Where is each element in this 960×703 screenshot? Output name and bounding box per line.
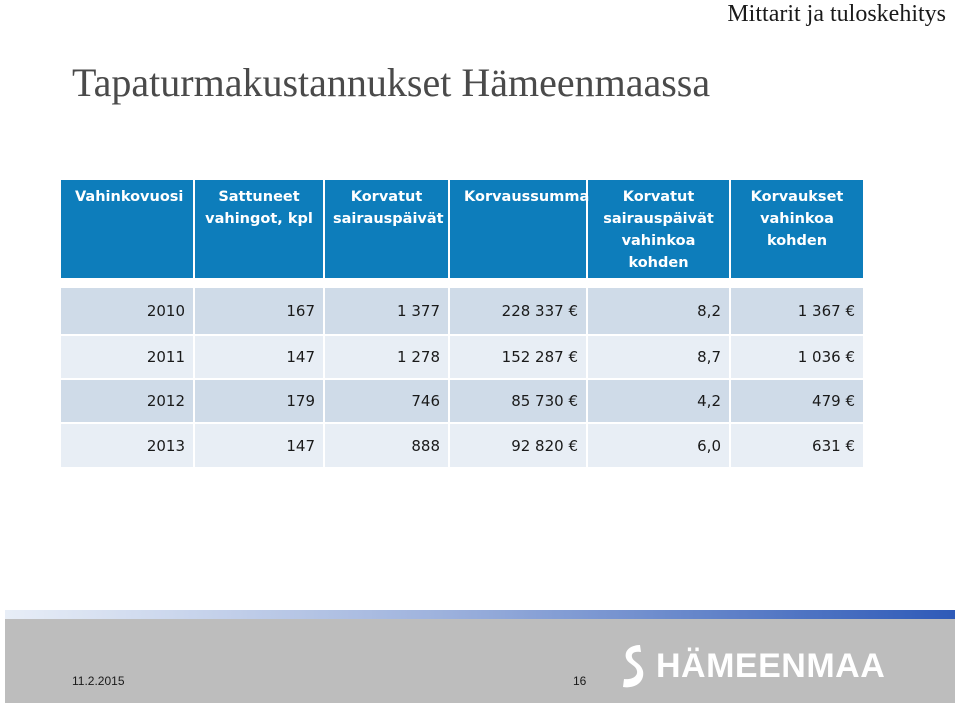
slide-title: Tapaturmakustannukset Hämeenmaassa bbox=[72, 60, 711, 105]
table-row bbox=[61, 423, 863, 467]
column-header-claims: Sattuneet vahingot, kpl bbox=[194, 180, 324, 283]
cell-compensation-sum: 92 820 € bbox=[449, 423, 587, 467]
column-header-compensation-per-claim: Korvaukset vahinkoa kohden bbox=[730, 180, 863, 283]
table-row bbox=[61, 379, 863, 423]
column-header-sick-days: Korvatut sairauspäivät bbox=[324, 180, 449, 283]
table-header-row bbox=[61, 180, 863, 283]
cell-compensation-per-claim: 1 036 € bbox=[730, 335, 863, 379]
section-label: Mittarit ja tuloskehitys bbox=[727, 1, 946, 27]
cell-days-per-claim: 8,2 bbox=[587, 283, 730, 335]
claims-table-container bbox=[61, 180, 863, 467]
cell-compensation-per-claim: 479 € bbox=[730, 379, 863, 423]
cell-claims: 179 bbox=[194, 379, 324, 423]
cell-compensation-per-claim: 631 € bbox=[730, 423, 863, 467]
cell-sick-days: 888 bbox=[324, 423, 449, 467]
cell-sick-days: 1 278 bbox=[324, 335, 449, 379]
cell-year: 2013 bbox=[61, 423, 194, 467]
cell-claims: 147 bbox=[194, 423, 324, 467]
column-header-compensation-sum: Korvaussumma bbox=[449, 180, 587, 283]
brand-logo bbox=[618, 642, 885, 690]
cell-days-per-claim: 4,2 bbox=[587, 379, 730, 423]
footer-gradient-line bbox=[5, 610, 955, 619]
cell-claims: 147 bbox=[194, 335, 324, 379]
brand-mark-icon bbox=[618, 643, 648, 689]
table-row bbox=[61, 283, 863, 335]
column-header-year: Vahinkovuosi bbox=[61, 180, 194, 283]
cell-compensation-sum: 228 337 € bbox=[449, 283, 587, 335]
claims-table bbox=[61, 180, 863, 467]
cell-year: 2011 bbox=[61, 335, 194, 379]
cell-compensation-per-claim: 1 367 € bbox=[730, 283, 863, 335]
page-number: 16 bbox=[573, 674, 587, 688]
brand-name: HÄMEENMAA bbox=[656, 647, 886, 685]
column-header-days-per-claim: Korvatut sairauspäivät vahinkoa kohden bbox=[587, 180, 730, 283]
cell-sick-days: 1 377 bbox=[324, 283, 449, 335]
table-row bbox=[61, 335, 863, 379]
cell-sick-days: 746 bbox=[324, 379, 449, 423]
cell-claims: 167 bbox=[194, 283, 324, 335]
cell-days-per-claim: 6,0 bbox=[587, 423, 730, 467]
cell-compensation-sum: 152 287 € bbox=[449, 335, 587, 379]
footer-date: 11.2.2015 bbox=[72, 674, 125, 688]
cell-compensation-sum: 85 730 € bbox=[449, 379, 587, 423]
cell-year: 2010 bbox=[61, 283, 194, 335]
cell-days-per-claim: 8,7 bbox=[587, 335, 730, 379]
cell-year: 2012 bbox=[61, 379, 194, 423]
